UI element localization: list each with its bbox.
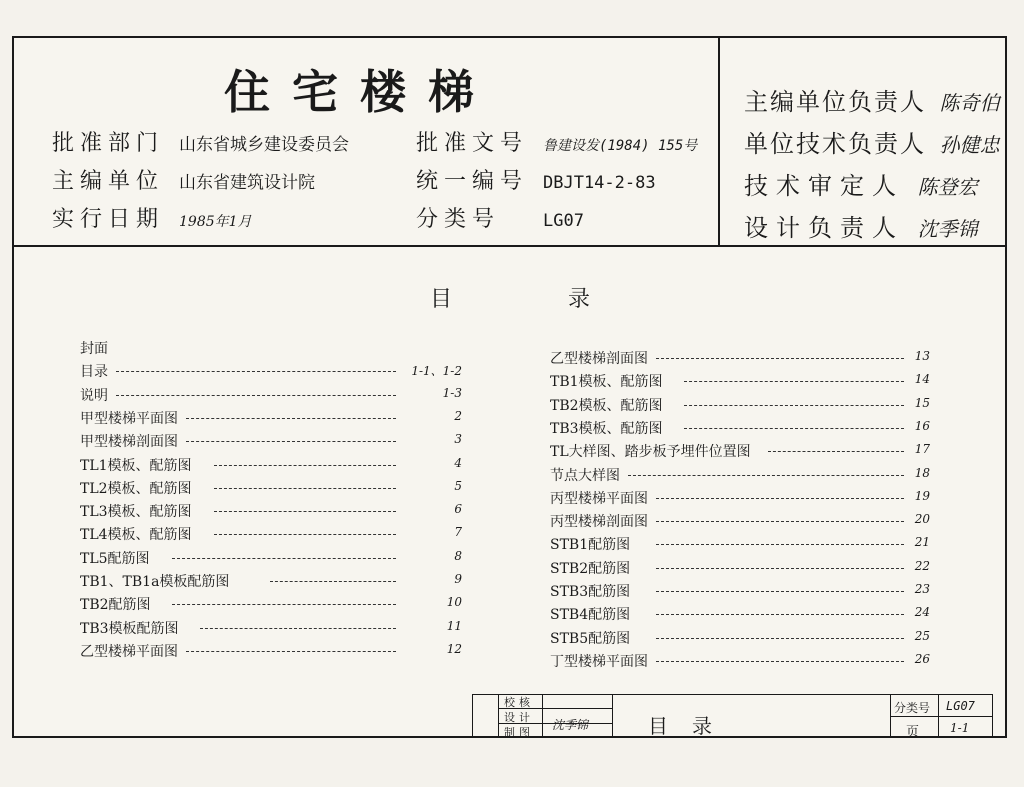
sheet-title: 目录 — [648, 714, 736, 738]
toc-entry-leader — [628, 475, 904, 476]
toc-entry-leader — [172, 604, 396, 605]
approval-doc-value: 鲁建设发(1984) 155号 — [543, 138, 698, 154]
toc-entry-label: STB5配筋图 — [550, 630, 631, 647]
toc-entry-label: TB2模板、配筋图 — [550, 397, 663, 414]
toc-entry-page: 1-3 — [442, 385, 462, 400]
signature-row — [744, 124, 1000, 159]
role-designer: 设计 — [504, 711, 534, 724]
toc-entry-label: 节点大样图 — [550, 467, 620, 484]
toc-entry-leader — [270, 581, 396, 582]
toc-entry-leader — [200, 628, 396, 629]
toc-entry-page: 9 — [454, 572, 462, 586]
toc-entry-page: 8 — [454, 548, 462, 563]
toc-entry-page: 16 — [914, 418, 930, 433]
page-value: 1-1 — [950, 721, 970, 735]
toc-entry-leader — [116, 371, 396, 372]
header-divider — [14, 245, 1005, 247]
signature-name: 孙健忠 — [939, 133, 1000, 157]
toc-heading-left: 目 — [430, 287, 453, 312]
toc-entry-page: 10 — [446, 595, 462, 610]
toc-entry-leader — [656, 614, 904, 615]
toc-entry-page: 24 — [914, 605, 930, 620]
editor-unit-value: 山东省建筑设计院 — [179, 173, 315, 193]
toc-entry-label: TB2配筋图 — [80, 597, 151, 614]
class-number-label: 分类号 — [416, 207, 501, 232]
toc-entry-page: 17 — [914, 442, 930, 457]
toc-entry-leader — [214, 511, 396, 512]
toc-entry-leader — [186, 441, 396, 442]
effective-date-value: 1985年1月 — [179, 214, 252, 230]
unified-number-value: DBJT14-2-83 — [543, 173, 656, 193]
toc-entry-leader — [656, 498, 904, 499]
toc-entry-label: 丙型楼梯剖面图 — [550, 514, 648, 531]
toc-entry-label: 封面 — [80, 341, 108, 357]
toc-entry-label: 说明 — [80, 387, 108, 404]
title-block — [472, 694, 993, 738]
toc-entry-page: 1-1、1-2 — [411, 364, 462, 379]
title-block-rule — [542, 694, 543, 738]
toc-entry-page: 18 — [914, 465, 930, 480]
toc-entry-page: 19 — [914, 488, 930, 503]
toc-entry-label: STB1配筋图 — [550, 537, 631, 554]
role-checker: 校核 — [504, 696, 534, 709]
toc-entry-label: 丁型楼梯平面图 — [550, 653, 648, 670]
toc-entry-label: TL3模板、配筋图 — [80, 504, 192, 521]
signature-name: 陈奇伯 — [939, 91, 1000, 115]
main-title: 住宅楼梯 — [224, 65, 496, 119]
class-number-value: LG07 — [543, 211, 584, 231]
toc-entry-leader — [214, 534, 396, 535]
toc-entry-label: 目录 — [80, 364, 108, 381]
unified-number-label: 统一编号 — [416, 169, 529, 194]
toc-entry-page: 7 — [454, 525, 462, 540]
toc-entry-leader — [116, 395, 396, 396]
toc-entry-label: STB2配筋图 — [550, 560, 631, 577]
signature-name: 沈季锦 — [917, 217, 978, 241]
toc-entry-label: TL大样图、踏步板予埋件位置图 — [550, 444, 751, 461]
approval-doc-label: 批准文号 — [416, 131, 529, 156]
toc-entry-leader — [656, 358, 904, 359]
toc-entry-page: 12 — [446, 641, 462, 656]
toc-entry-page: 23 — [914, 582, 930, 596]
toc-entry-page: 21 — [914, 535, 930, 550]
toc-entry-page: 14 — [914, 372, 930, 387]
role-drafter: 制图 — [504, 726, 534, 739]
toc-entry-label: 甲型楼梯平面图 — [80, 410, 178, 427]
toc-entry-label: TB3模板、配筋图 — [550, 420, 663, 437]
toc-entry-page: 13 — [914, 349, 930, 363]
toc-entry-leader — [656, 591, 904, 592]
toc-entry-label: 乙型楼梯平面图 — [80, 643, 178, 660]
toc-entry-page: 20 — [914, 512, 930, 527]
signature-name: 陈登宏 — [917, 175, 978, 199]
toc-entry-page: 6 — [454, 502, 462, 517]
meta-row-editor — [52, 164, 656, 195]
effective-date-label: 实行日期 — [52, 207, 165, 232]
toc-entry-page: 15 — [914, 395, 930, 410]
toc-entry-page: 2 — [454, 408, 462, 423]
toc-entry-leader — [656, 544, 904, 545]
toc-entry-page: 5 — [454, 478, 462, 493]
class-value: LG07 — [946, 699, 975, 713]
toc-entry-leader — [172, 558, 396, 559]
toc-entry-page: 25 — [914, 628, 930, 643]
toc-entry-leader — [656, 568, 904, 569]
signature-label: 单位技术负责人 — [744, 130, 926, 158]
signature-divider — [718, 38, 720, 245]
meta-row-approval — [52, 126, 697, 157]
toc-entry-page: 4 — [454, 455, 462, 470]
editor-unit-label: 主编单位 — [52, 169, 165, 194]
signature-row — [744, 208, 978, 243]
toc-entry-leader — [214, 465, 396, 466]
toc-entry-page: 11 — [446, 618, 462, 633]
toc-entry-leader — [186, 651, 396, 652]
meta-row-date — [52, 202, 584, 233]
toc-entry-page: 26 — [914, 651, 930, 666]
signature-label: 技术审定人 — [744, 172, 904, 200]
page-label: 页 — [906, 725, 920, 740]
designer-signature: 沈季锦 — [552, 718, 589, 732]
toc-entry-label: 甲型楼梯剖面图 — [80, 434, 178, 451]
toc-entry-label: STB4配筋图 — [550, 607, 631, 624]
toc-entry-leader — [186, 418, 396, 419]
drawing-sheet — [12, 36, 1007, 738]
toc-entry-label: TL4模板、配筋图 — [80, 527, 192, 544]
toc-entry-label: TL1模板、配筋图 — [80, 457, 192, 474]
toc-entry-label: TB1、TB1a模板配筋图 — [80, 574, 230, 590]
toc-entry-leader — [214, 488, 396, 489]
toc-entry-page: 22 — [914, 558, 930, 573]
signature-label: 设计负责人 — [744, 214, 904, 242]
toc-heading-right: 录 — [568, 287, 591, 312]
toc-entry-label: 丙型楼梯平面图 — [550, 490, 648, 507]
toc-entry-label: 乙型楼梯剖面图 — [550, 351, 648, 367]
toc-entry-leader — [656, 521, 904, 522]
toc-entry-page: 3 — [454, 432, 462, 447]
signature-label: 主编单位负责人 — [744, 88, 926, 116]
toc-entry-label: TB1模板、配筋图 — [550, 374, 663, 391]
toc-entry-label: TL2模板、配筋图 — [80, 480, 192, 497]
approval-dept-value: 山东省城乡建设委员会 — [179, 135, 349, 155]
toc-entry-leader — [656, 638, 904, 639]
approval-dept-label: 批准部门 — [52, 131, 165, 156]
title-block-rule — [498, 694, 499, 738]
title-block-rule — [890, 716, 993, 717]
class-label: 分类号 — [894, 701, 931, 715]
toc-entry-leader — [656, 661, 904, 662]
toc-entry-label: TB3模板配筋图 — [80, 620, 179, 637]
title-block-rule — [612, 694, 613, 738]
signature-row — [744, 166, 978, 201]
toc-entry-label: TL5配筋图 — [80, 550, 150, 567]
signature-row — [744, 82, 1000, 117]
toc-entry-label: STB3配筋图 — [550, 584, 631, 600]
